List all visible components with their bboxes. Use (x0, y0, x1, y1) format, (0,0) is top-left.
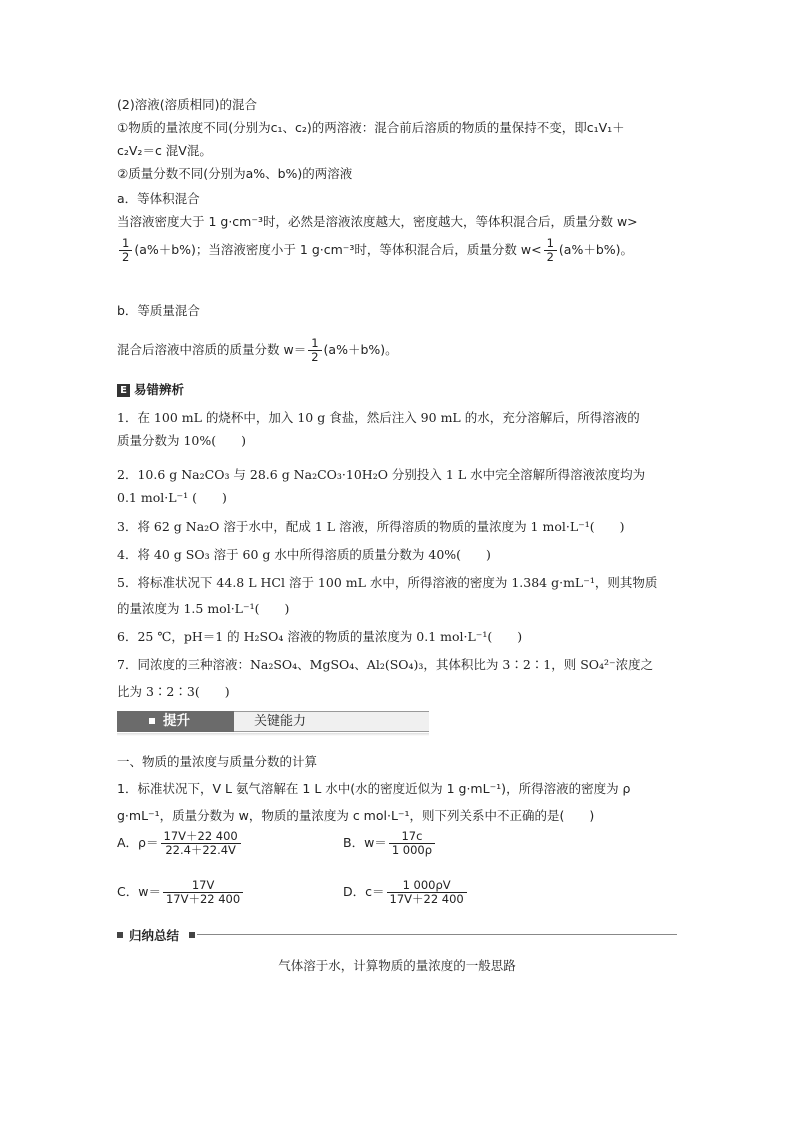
error-item: 质量分数为 10%( ) (117, 433, 247, 448)
question1-line2: g·mL⁻¹，质量分数为 w，物质的量浓度为 c mol·L⁻¹，则下列关系中不正确的是( ) (117, 808, 595, 823)
error-item: 3．将 62 g Na₂O 溶于水中，配成 1 L 溶液，所得溶质的物质的量浓度为 1 mol·L⁻¹( ) (117, 519, 625, 534)
error-item: 5．将标准状况下 44.8 L HCl 溶于 100 mL 水中，所得溶液的密度为 1.384 g·mL⁻¹，则其物质 (117, 575, 658, 590)
mixing-item1-line1: ①物质的量浓度不同(分别为c₁、c₂)的两溶液：混合前后溶质的物质的量保持不变，即c₁V₁＋ (117, 120, 625, 135)
error-item: 的量浓度为 1.5 mol·L⁻¹( ) (117, 601, 290, 616)
banner-shadow (117, 733, 429, 736)
equal-mass-text: 混合后溶液中溶质的质量分数 w＝ $\frac{1}{2}$ (a%＋b%)。 (117, 336, 398, 364)
section-banner (117, 711, 429, 732)
error-tag-icon: E (117, 384, 130, 397)
equal-volume-label: a．等体积混合 (117, 191, 200, 206)
error-item: 比为 3∶2∶3( ) (117, 684, 230, 699)
fraction-half: $\frac{1}{2}$ (308, 337, 321, 364)
fraction-half: $\frac{1}{2}$ (544, 237, 557, 264)
error-analysis-heading: E 易错辨析 (117, 381, 184, 399)
banner-light-label: 关键能力 (234, 711, 429, 732)
mixing-item1-line2: c₂V₂＝c 混V混。 (117, 143, 212, 158)
error-item: 6．25 ℃，pH＝1 的 H₂SO₄ 溶液的物质的量浓度为 0.1 mol·L⁻¹( ) (117, 629, 523, 644)
option-b: B．w＝ $\frac{17c}{1 000\rho}$ (343, 830, 437, 857)
error-item: 1．在 100 mL 的烧杯中，加入 10 g 食盐，然后注入 90 mL 的水，充分溶解后，所得溶液的 (117, 410, 640, 425)
error-item: 2．10.6 g Na₂CO₃ 与 28.6 g Na₂CO₃·10H₂O 分别投入 1 L 水中完全溶解所得溶液浓度均为 (117, 467, 646, 482)
mixing-item2: ②质量分数不同(分别为a%、b%)的两溶液 (117, 166, 353, 181)
option-c: C．w＝ $\frac{17V}{17V+22 400}$ (117, 879, 245, 906)
mixing-heading: (2)溶液(溶质相同)的混合 (117, 97, 257, 112)
equal-volume-text1: 当溶液密度大于 1 g·cm⁻³时，必然是溶液浓度越大，密度越大，等体积混合后，质量分数 w> (117, 214, 638, 229)
question1-line1: 1．标准状况下，V L 氨气溶解在 1 L 水中(水的密度近似为 1 g·mL⁻¹)，所得溶液的密度为 ρ (117, 781, 631, 796)
equal-mass-label: b．等质量混合 (117, 303, 200, 318)
banner-dark-label: 提升 (117, 711, 234, 732)
summary-heading: 归纳总结 (117, 928, 677, 942)
error-item: 0.1 mol·L⁻¹ ( ) (117, 490, 227, 505)
equal-volume-text2: $\frac{1}{2}$ (a%＋b%)；当溶液密度小于 1 g·cm⁻³时，等体积混合后，质量分数 w< $\frac{1}{2}$ (a%＋b%)。 (117, 236, 633, 264)
option-d: D．c＝ $\frac{1 000\rho V}{17V+22 400}$ (343, 879, 469, 906)
option-a: A．ρ＝ $\frac{17V+22 400}{22.4+22.4V}$ (117, 830, 243, 857)
fraction-half: $\frac{1}{2}$ (119, 237, 132, 264)
section1-title: 一、物质的量浓度与质量分数的计算 (117, 754, 318, 769)
error-item: 4．将 40 g SO₃ 溶于 60 g 水中所得溶质的质量分数为 40%( ) (117, 547, 491, 562)
error-item: 7．同浓度的三种溶液：Na₂SO₄、MgSO₄、Al₂(SO₄)₃，其体积比为 3∶2∶1，则 SO₄²⁻浓度之 (117, 657, 654, 672)
summary-subtitle: 气体溶于水，计算物质的量浓度的一般思路 (278, 958, 516, 973)
